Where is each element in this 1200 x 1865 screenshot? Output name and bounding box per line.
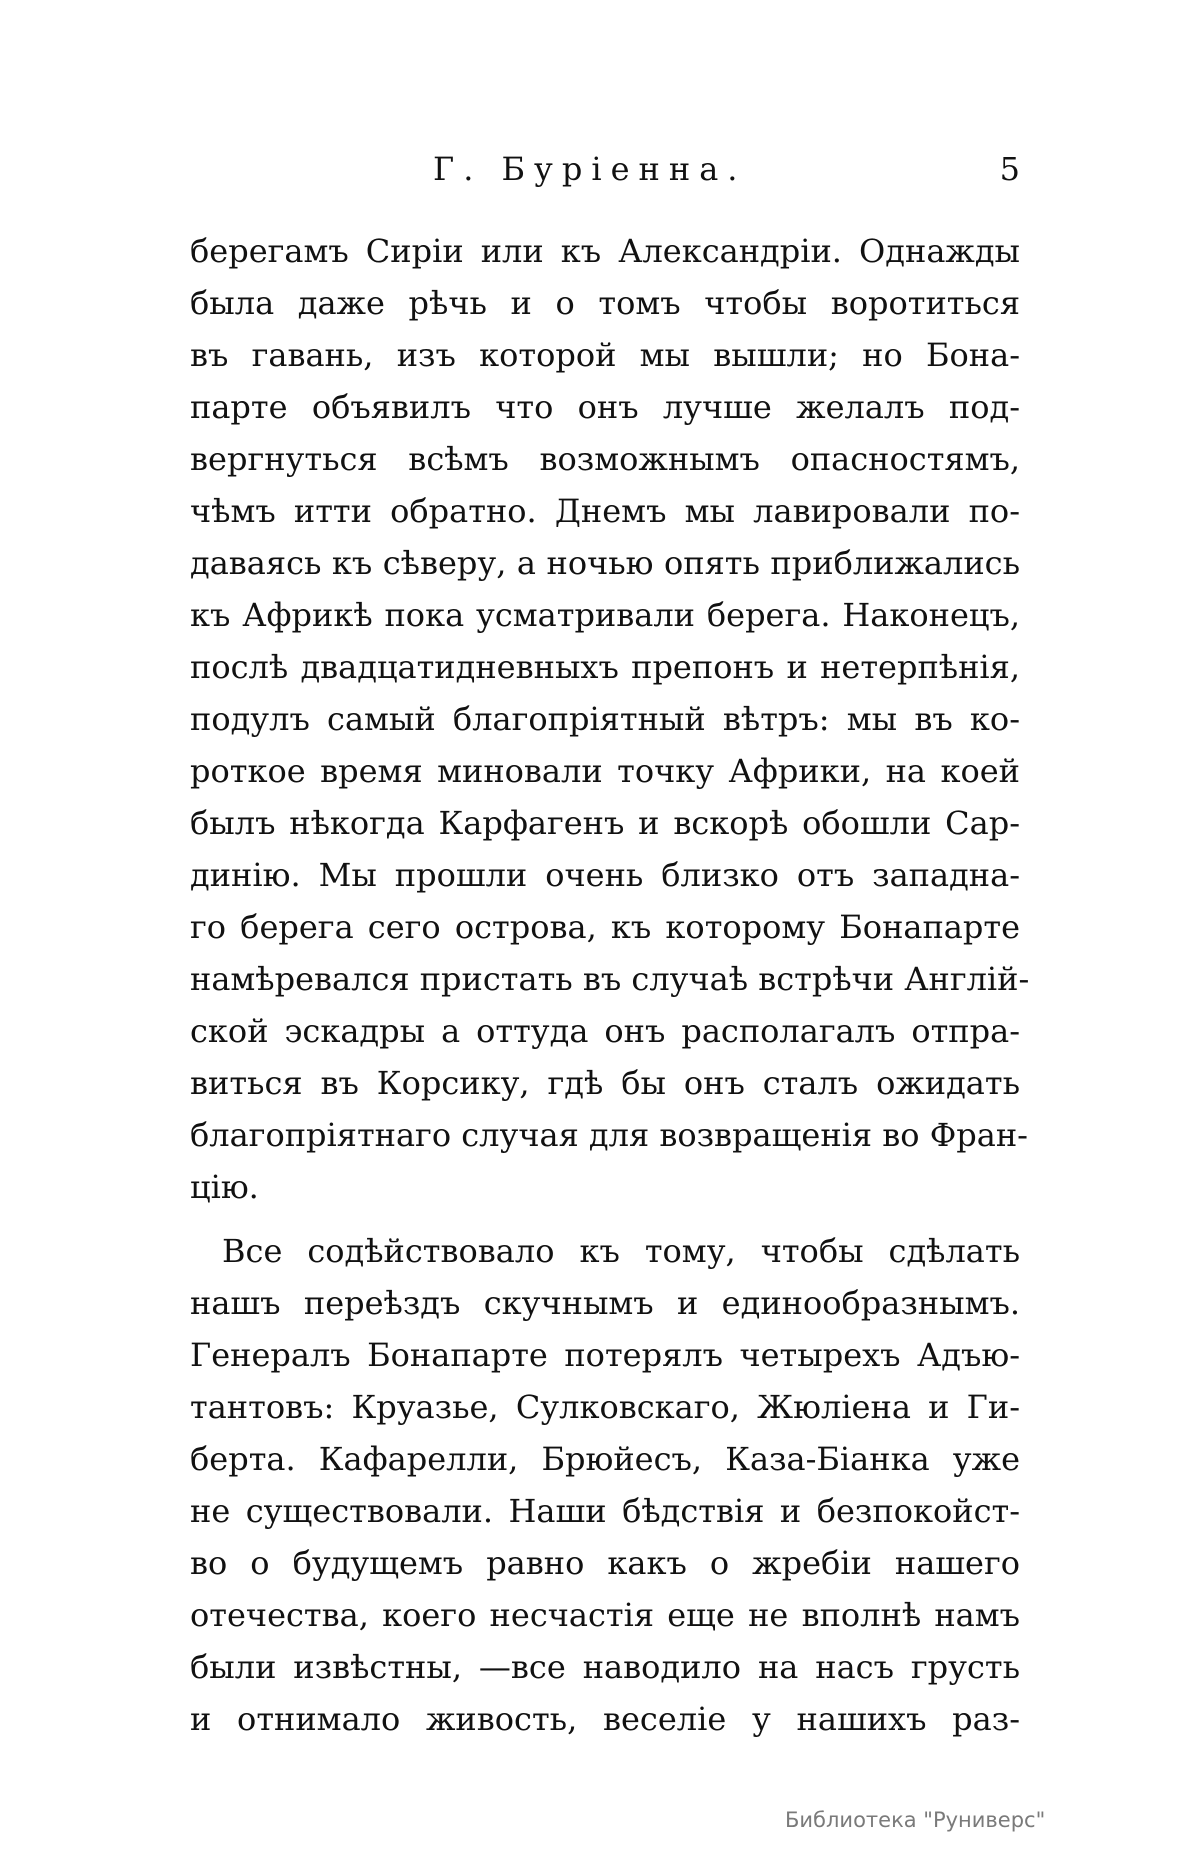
- text-line: даваясь къ сѣверу, а ночью опять приближались: [190, 544, 1020, 582]
- text-line: къ Африкѣ пока усматривали берега. Наконецъ,: [190, 596, 1020, 634]
- text-line: Генералъ Бонапарте потерялъ четырехъ Адъю-: [190, 1336, 1020, 1374]
- text-line: вергнуться всѣмъ возможнымъ опасностямъ,: [190, 440, 1020, 478]
- text-line: подулъ самый благопрiятный вѣтръ: мы въ ко-: [190, 700, 1020, 738]
- text-line: парте объявилъ что онъ лучше желалъ под-: [190, 388, 1020, 426]
- page-number: 5: [999, 150, 1020, 188]
- text-line: динiю. Мы прошли очень близко отъ западна-: [190, 856, 1020, 894]
- text-line: въ гавань, изъ которой мы вышли; но Бона-: [190, 336, 1020, 374]
- text-line: намѣревался пристать въ случаѣ встрѣчи Англiй-: [190, 960, 1030, 998]
- text-line: нашъ переѣздъ скучнымъ и единообразнымъ.: [190, 1284, 1020, 1322]
- text-line: ской эскадры а оттуда онъ располагалъ отпра-: [190, 1012, 1020, 1050]
- running-head: [190, 150, 1020, 200]
- text-line: послѣ двадцатидневныхъ препонъ и нетерпѣнiя,: [190, 648, 1020, 686]
- paragraph-gap: [190, 1213, 1020, 1225]
- text-line: не существовали. Наши бѣдствiя и безпокойст-: [190, 1492, 1020, 1530]
- paragraph-1: [190, 225, 1030, 1213]
- text-line: виться въ Корсику, гдѣ бы онъ сталъ ожидать: [190, 1064, 1020, 1102]
- text-line: была даже рѣчь и о томъ чтобы воротиться: [190, 284, 1020, 322]
- text-line: тантовъ: Круазье, Сулковскаго, Жюлiена и Ги-: [190, 1388, 1020, 1426]
- text-line: берегамъ Сирiи или къ Александрiи. Однажды: [190, 232, 1020, 270]
- text-line: цiю.: [190, 1168, 259, 1206]
- running-title: Г. Бурiенна.: [433, 150, 747, 188]
- text-line: берта. Кафарелли, Брюйесъ, Каза-Бiанка уже: [190, 1440, 1020, 1478]
- paragraph-2: [190, 1225, 1020, 1745]
- text-line: роткое время миновали точку Африки, на коей: [190, 752, 1020, 790]
- text-line: чѣмъ итти обратно. Днемъ мы лавировали по-: [190, 492, 1020, 530]
- text-line: были извѣстны, —все наводило на насъ грусть: [190, 1648, 1020, 1686]
- text-line: благопрiятнаго случая для возвращенiя во Фран-: [190, 1116, 1028, 1154]
- text-line: во о будущемъ равно какъ о жребiи нашего: [190, 1544, 1020, 1582]
- library-watermark: Библиотека "Руниверс": [785, 1808, 1046, 1832]
- text-line: былъ нѣкогда Карфагенъ и вскорѣ обошли Сар-: [190, 804, 1020, 842]
- text-line: отечества, коего несчастiя еще не вполнѣ намъ: [190, 1596, 1020, 1634]
- text-line: го берега сего острова, къ которому Бонапарте: [190, 908, 1020, 946]
- text-line: Все содѣйствовало къ тому, чтобы сдѣлать: [222, 1232, 1020, 1270]
- body-text: [190, 225, 1030, 1745]
- text-line: и отнимало живость, веселiе у нашихъ раз-: [190, 1700, 1020, 1738]
